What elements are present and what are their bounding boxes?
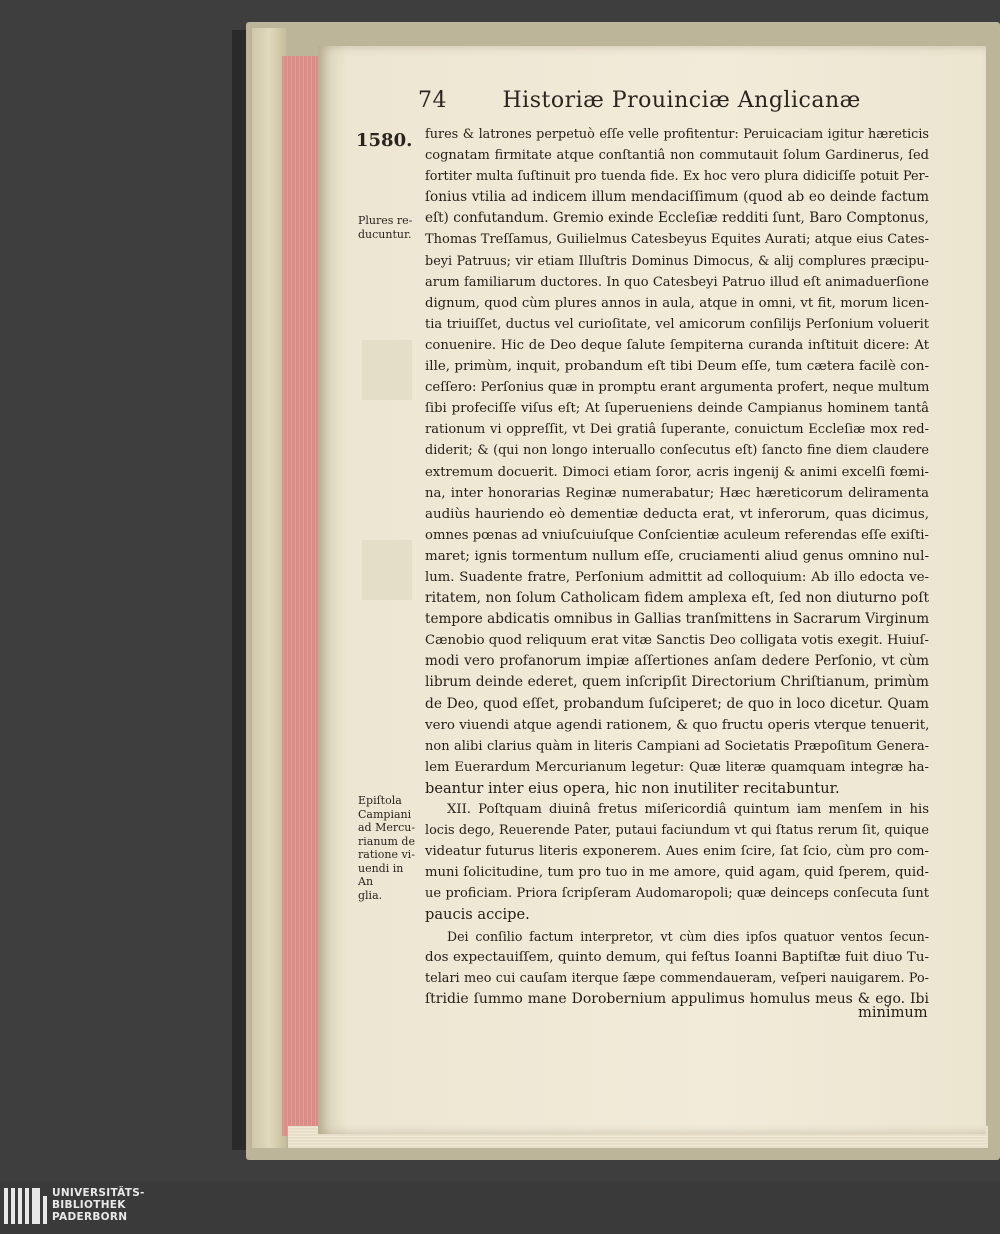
- text-line: beantur inter eius opera, hic non inutiliter recitabuntur.: [425, 779, 840, 797]
- text-line: lem Euerardum Mercurianum legetur: Quæ literæ quamquam integræ ha-: [425, 759, 929, 775]
- text-line: arum familiarum ductores. In quo Catesbeyi Patruo illud eſt animaduerſione: [425, 274, 929, 290]
- text-line: muni ſolicitudine, tum pro tuo in me amore, quid agam, quid ſperem, quid-: [425, 865, 929, 881]
- library-name-line: UNIVERSITÄTS-: [52, 1187, 145, 1199]
- text-line: fortiter multa ſuſtinuit pro tuenda fide. Ex hoc vero plura didiciſſe potuit Per-: [425, 169, 929, 185]
- text-line: ritatem, non ſolum Catholicam fidem amplexa eſt, ſed non diuturno poſt: [425, 590, 929, 607]
- text-line: modi vero profanorum impiæ aſſertiones anſam dedere Perſonio, vt cùm: [425, 653, 929, 670]
- library-logo-icon: [4, 1188, 47, 1224]
- page-number: 74: [418, 88, 447, 113]
- text-line: ſonius vtilia ad indicem illum mendaciſſimum (quod ab eo deinde factum: [425, 189, 929, 206]
- text-line: conuenire. Hic de Deo deque ſalute ſempiterna curanda inſtituit dicere: At: [425, 337, 929, 353]
- text-line: tempore abdicatis omnibus in Gallias tranſmittens in Sacrarum Virginum: [425, 611, 930, 628]
- text-line: fures & latrones perpetuò eſſe velle profitentur: Peruicaciam igitur hæreticis: [425, 127, 929, 142]
- library-name-line: PADERBORN: [52, 1211, 128, 1223]
- margin-year: 1580.: [356, 130, 413, 151]
- text-line: Cænobio quod reliquum erat vitæ Sanctis Deo colligata votis exegit. Huiuſ-: [425, 633, 929, 649]
- text-line: librum deinde ederet, quem inſcripſit Directorium Chriſtianum, primùm: [425, 674, 929, 691]
- library-name-line: BIBLIOTHEK: [52, 1199, 126, 1211]
- cover-board: [252, 28, 286, 1148]
- text-line: tia triuiſſet, ductus vel curioſitate, vel amicorum conſilijs Perſonium voluerit: [425, 316, 929, 332]
- margin-note-line: uendi in An: [358, 861, 404, 888]
- margin-note-plures: [358, 214, 420, 241]
- text-line: videatur futurus literis exponerem. Aues enim ſcire, ſat ſcio, cùm pro com-: [425, 844, 929, 860]
- text-line: eſt) confutandum. Gremio exinde Eccleſiæ redditi ſunt, Baro Comptonus,: [425, 210, 929, 227]
- margin-note-line: ad Mercu-: [358, 821, 416, 834]
- text-line: dos expectauiſſem, quinto demum, qui feſtus Ioanni Baptiſtæ fuit diuo Tu-: [425, 949, 929, 965]
- margin-note-line: Epiſtola: [358, 794, 402, 807]
- margin-note-line: Plures re-: [358, 214, 413, 227]
- margin-note-line: glia.: [358, 888, 383, 902]
- text-line: beyi Patruus; vir etiam Illuſtris Dominus Dimocus, & alij complures præcipu-: [425, 253, 929, 269]
- body-text: [425, 124, 929, 1010]
- text-line: de Deo, quod eſſet, probandum ſuſciperet; de quo in loco dicetur. Quam: [425, 695, 929, 712]
- text-line: ue proficiam. Priora ſcripſeram Audomaropoli; quæ deinceps conſecuta ſunt: [425, 886, 929, 902]
- text-line: ſibi profeciſſe viſus eſt; At ſuperueniens deinde Campianus hominem tantâ: [425, 401, 929, 417]
- running-title: Historiæ Prouinciæ Anglicanæ: [502, 88, 861, 113]
- text-line: omnes pœnas ad vniuſcuiuſque Conſcientiæ aculeum referendas eſſe exiſti-: [425, 527, 929, 543]
- text-line: cognatam firmitate atque conſtantiâ non commutauit ſolum Gardinerus, ſed: [425, 148, 929, 164]
- text-line: paucis accipe.: [425, 906, 530, 924]
- text-line: non alibi clarius quàm in literis Campiani ad Societatis Præpoſitum Genera-: [425, 738, 929, 754]
- text-line: XII. Poſtquam diuinâ fretus miſericordiâ quintum iam menſem in his: [447, 802, 929, 817]
- library-footer: [0, 1182, 1000, 1234]
- text-line: telari meo cui cauſam iterque ſæpe commendaueram, veſperi nauigarem. Po-: [425, 970, 929, 986]
- margin-note-line: Campiani: [358, 807, 412, 821]
- text-line: maret; ignis tormentum nullum eſſe, cruciamenti aliud genus omnino nul-: [425, 548, 929, 564]
- text-line: Thomas Treſſamus, Guilielmus Catesbeyus Equites Aurati; atque eius Cates-: [425, 232, 929, 248]
- text-line: audiùs hauriendo eò dementiæ deducta erat, vt inferorum, quas dicimus,: [425, 506, 929, 522]
- text-line: Dei conſilio factum interpretor, vt cùm dies ipſos quatuor ventos ſecun-: [447, 928, 929, 944]
- text-line: locis dego, Reuerende Pater, putaui faciundum vt qui ſtatus rerum ſit, quique: [425, 823, 929, 839]
- catchword: minimum: [858, 1004, 928, 1021]
- text-line: dignum, quod cùm plures annos in aula, atque in omni, vt fit, morum licen-: [425, 295, 929, 311]
- text-line: na, inter honorarias Reginæ numerabatur; Hæc hæreticorum deliramenta: [425, 485, 929, 501]
- library-name: [52, 1187, 145, 1223]
- text-line: diderit; & (qui non longo interuallo conſecutus eſt) ſancto fine diem claudere: [425, 443, 929, 459]
- show-through-mark: [362, 540, 412, 600]
- text-line: ſtridie ſummo mane Dorobernium appulimus homulus meus & ego. Ibi: [425, 990, 929, 1007]
- show-through-mark: [362, 340, 412, 400]
- text-line: vero viuendi atque agendi rationem, & quo fructu operis vterque tenuerit,: [425, 717, 930, 733]
- running-header: [418, 88, 861, 113]
- text-line: ceſſero: Perſonius quæ in promptu erant argumenta profert, neque multum: [425, 380, 930, 396]
- margin-note-line: ducuntur.: [358, 227, 412, 241]
- margin-note-line: ratione vi-: [358, 848, 415, 861]
- margin-note-epistola: [358, 794, 420, 902]
- text-line: extremum docuerit. Dimoci etiam ſoror, acris ingenij & animi excelſi fœmi-: [425, 464, 929, 480]
- text-line: lum. Suadente fratre, Perſonium admittit ad colloquium: Ab illo edocta ve-: [425, 569, 929, 585]
- text-line: rationum vi oppreſſit, vt Dei gratiâ ſuperante, conuictum Eccleſiæ mox red-: [425, 422, 929, 438]
- text-line: ille, primùm, inquit, probandum eſt tibi Deum eſſe, tum cætera facilè con-: [425, 359, 929, 375]
- margin-note-line: rianum de: [358, 834, 415, 848]
